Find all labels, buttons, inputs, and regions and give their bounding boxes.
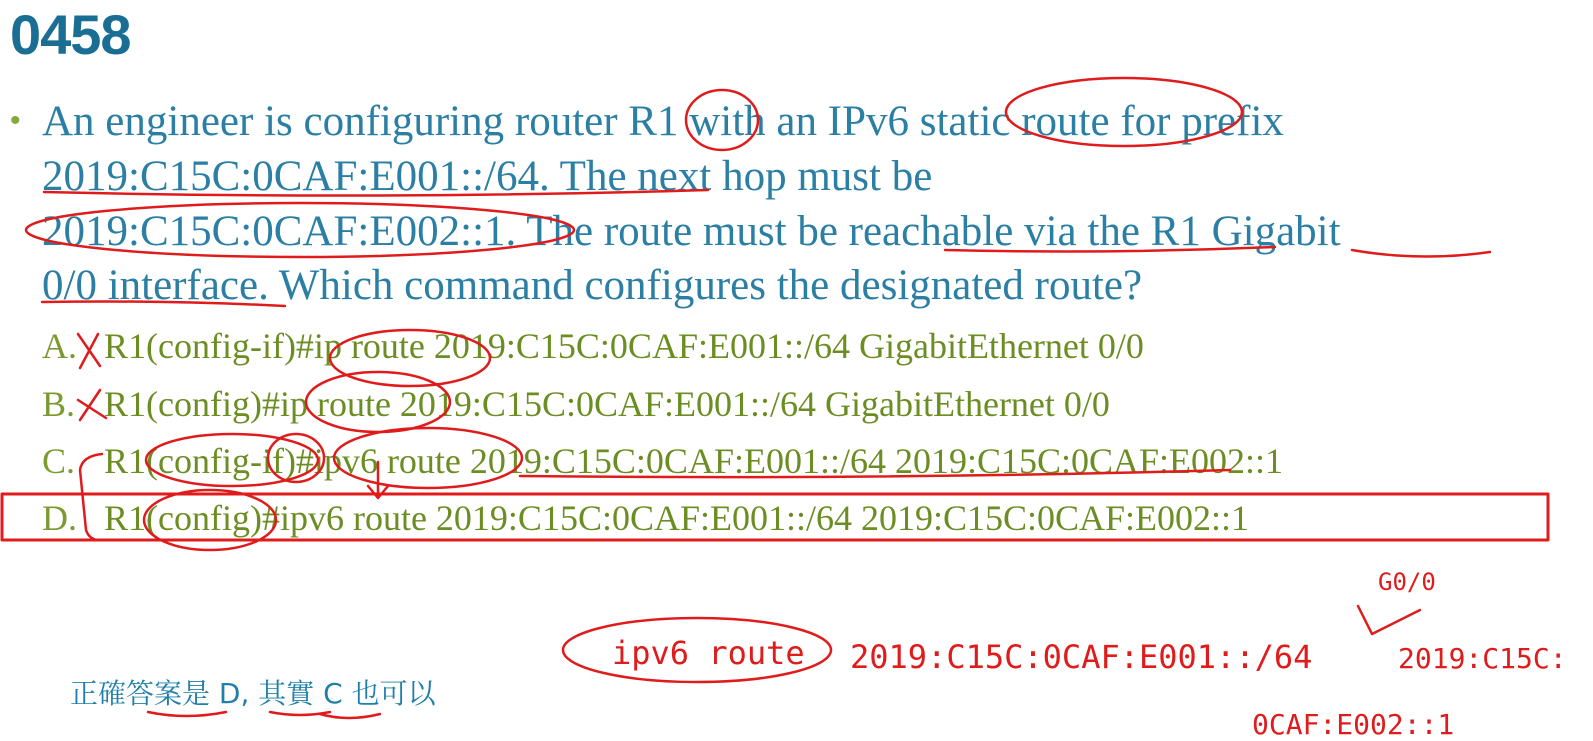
option-a[interactable] [42, 328, 1144, 364]
handwritten-prefix: 2019:C15C:0CAF:E001::/64 [850, 638, 1313, 676]
checkmark-icon [1358, 606, 1420, 634]
option-letter: A. [42, 326, 77, 366]
underline-note-3 [320, 714, 380, 718]
option-c[interactable] [42, 443, 1283, 479]
underline-gigabit [1352, 250, 1490, 257]
underline-note-2 [270, 712, 330, 715]
handwritten-nexthop-2: 0CAF:E002::1 [1252, 708, 1455, 741]
question-line-4: 0/0 interface. Which command configures the designated route? [42, 262, 1143, 309]
option-text: R1(config-if)#ipv6 route 2019:C15C:0CAF:E001::/64 2019:C15C:0CAF:E002::1 [104, 441, 1284, 481]
option-d[interactable] [42, 500, 1249, 536]
option-text: R1(config-if)#ip route 2019:C15C:0CAF:E001::/64 GigabitEthernet 0/0 [104, 326, 1144, 366]
question-line-3: 2019:C15C:0CAF:E002::1. The route must be reachable via the R1 Gigabit [42, 208, 1341, 255]
underline-note-1 [148, 712, 226, 716]
question-line-1: An engineer is configuring router R1 with an IPv6 static route for prefix [42, 98, 1284, 145]
handwritten-command: ipv6 route [612, 634, 805, 672]
option-text: R1(config)#ip route 2019:C15C:0CAF:E001::/64 GigabitEthernet 0/0 [104, 384, 1110, 424]
slide-title: 0458 [10, 3, 131, 66]
handwritten-nexthop-1: 2019:C15C: [1398, 642, 1567, 675]
answer-note: 正確答案是 D, 其實 C 也可以 [70, 677, 436, 710]
option-letter: D. [42, 498, 77, 538]
question-line-2: 2019:C15C:0CAF:E001::/64. The next hop must be [42, 153, 933, 200]
option-letter: C. [42, 441, 76, 481]
circle-handwritten-command [563, 618, 831, 682]
option-text: R1(config)#ipv6 route 2019:C15C:0CAF:E001::/64 2019:C15C:0CAF:E002::1 [104, 498, 1250, 538]
bullet-icon: • [10, 104, 21, 137]
handwritten-interface: G0/0 [1378, 568, 1436, 596]
option-b[interactable] [42, 386, 1110, 422]
option-letter: B. [42, 384, 76, 424]
